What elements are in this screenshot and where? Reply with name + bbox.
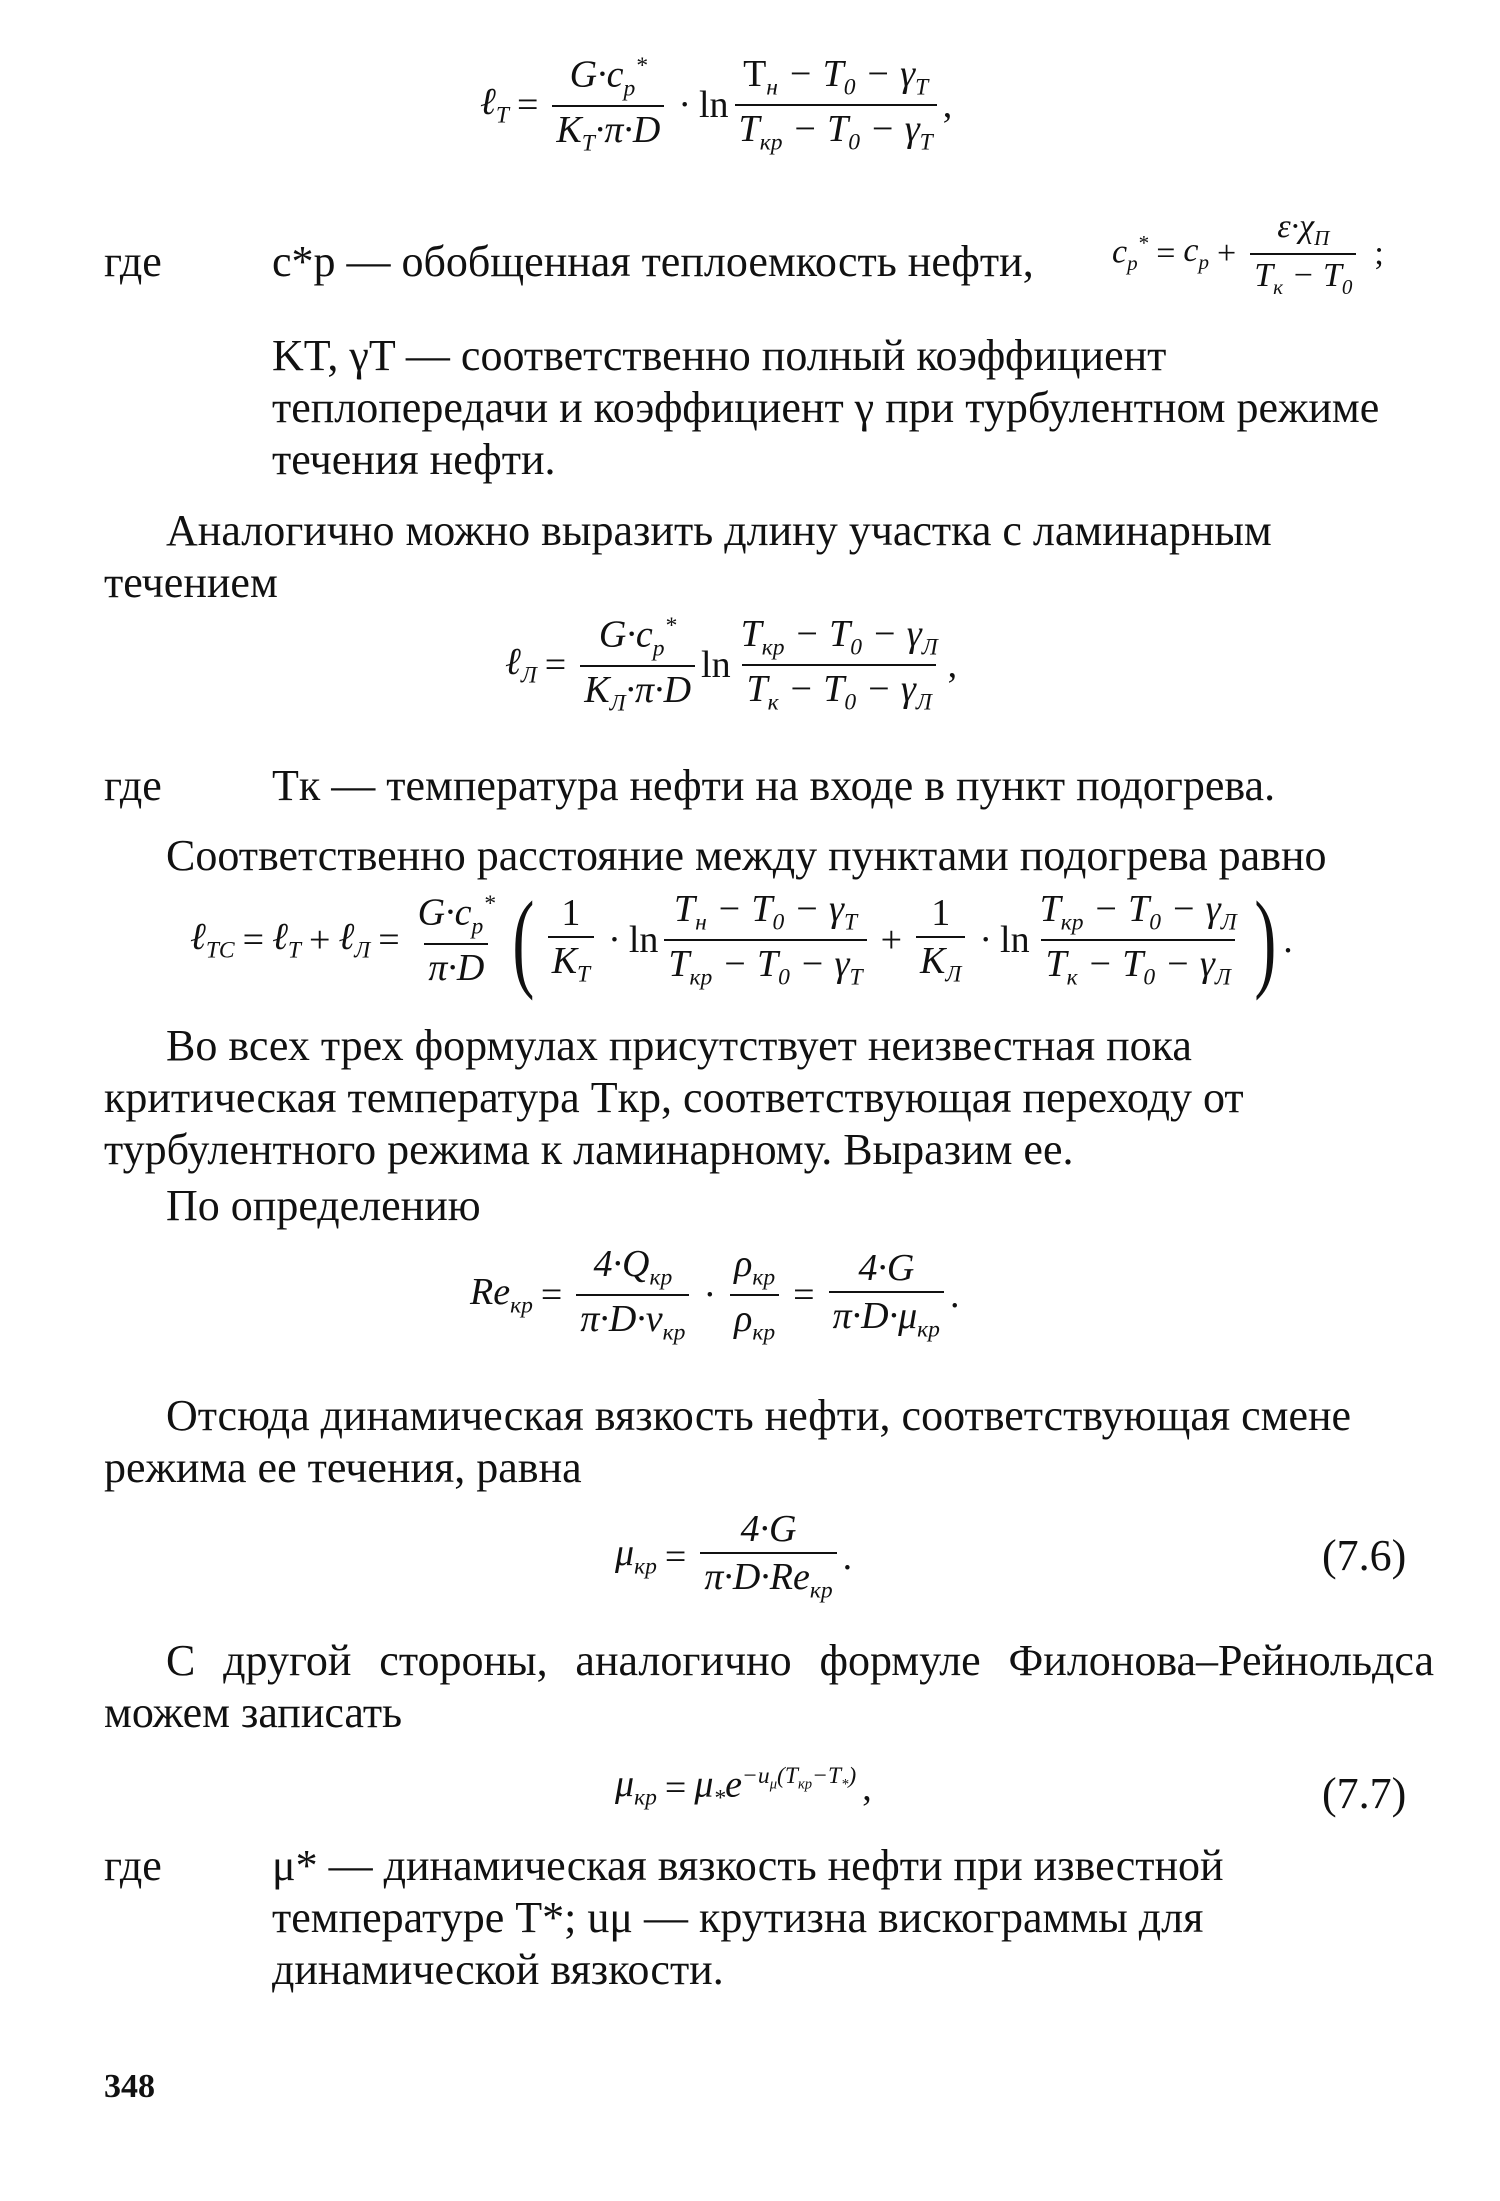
kt-definition: KT, γT — соответственно полный коэффициент теплопередачи и коэффициент γ при турбулентном режиме течения нефти. — [272, 331, 1380, 484]
tk-definition: Tк — температура нефти на входе в пункт подогрева. — [272, 761, 1276, 810]
paragraph-laminar: Аналогично можно выразить длину участка с ламинарным течением — [104, 506, 1272, 607]
where-label-3: где — [104, 1841, 162, 1890]
paragraph-dynamic-viscosity: Отсюда динамическая вязкость нефти, соответствующая смене режима ее течения, равна — [104, 1391, 1352, 1492]
paragraph-filonov-reynolds: С другой стороны, аналогично формуле Филонова–Рейнольдса можем записать — [104, 1636, 1434, 1737]
where-label-1: где — [104, 237, 162, 286]
formula-re-kr: $Re_{кр}$ = $\frac{4\cdot Q_{кр}}{\pi\cdot D\cdot\nu_{кр}}$ · $\frac{\rho_{кр}}{\rho_{кр}}$ = $\frac{4\cdot G}{\pi\cdot D\cdot\mu_{кр}}$ . — [470, 1243, 960, 1346]
formula-7-6: $\mu_{кр}$ = $\frac{4\cdot G}{\pi\cdot D\cdot Re_{кр}}$ . — [615, 1508, 853, 1604]
paragraph-distance: Соответственно расстояние между пунктами подогрева равно — [166, 831, 1327, 880]
cp-definition: c*p — обобщенная теплоемкость нефти, — [272, 237, 1034, 286]
equation-number-7-6: (7.6) — [1322, 1531, 1407, 1580]
paragraph-critical-temperature: Во всех трех формулах присутствует неизвестная пока критическая температура Tкр, соответствующая переходу от турбулентного режима к ламинарному. Выразим ее. — [104, 1021, 1244, 1174]
formula-lt: ℓ$_T$ = $\frac{G\cdot c_p^*}{K_T\cdot\pi\cdot D}$ · ln $\frac{T_н - T_0 - \gamma_T}{T_{кр} - T_0 - \gamma_T}$ , — [480, 53, 953, 157]
page-number: 348 — [104, 2068, 155, 2105]
where-label-2: где — [104, 761, 162, 810]
formula-ll: ℓ$_Л$ = $\frac{G\cdot c_p^*}{K_Л\cdot\pi\cdot D}$ ln $\frac{T_{кр} - T_0 - \gamma_Л}{T_к - T_0 - \gamma_Л}$ , — [505, 613, 958, 717]
formula-7-7: $\mu_{кр}$ = $\mu_*e^{-u_\mu(T_{кр}-T_*)}$ , — [615, 1763, 872, 1812]
paragraph-by-definition: По определению — [166, 1181, 481, 1230]
equation-number-7-7: (7.7) — [1322, 1769, 1407, 1818]
mu-definition: μ* — динамическая вязкость нефти при известной температуре T*; uμ — крутизна вискограммы для динамической вязкости. — [272, 1841, 1224, 1994]
formula-cp: $c_p^*$ = $c_p$ + $\frac{\varepsilon\cdot\chi_П}{T_к - T_0}$ ; — [1112, 208, 1384, 299]
formula-ltc: ℓ$_{TC}$ = ℓ$_T$ + ℓ$_Л$ = $\frac{G\cdot c_p^*}{\pi\cdot D}$ ( $\frac{1}{K_T}$ · ln $\frac{T_н - T_0 - \gamma_T}{T_{кр} - T_0 - \gamma_T}$ + $\frac{1}{K_Л}$ · ln $\frac{T_{кр} - T_0 - \gamma_Л}{T_к - T_0 - \gamma_Л}$ ) . — [190, 879, 1293, 1002]
